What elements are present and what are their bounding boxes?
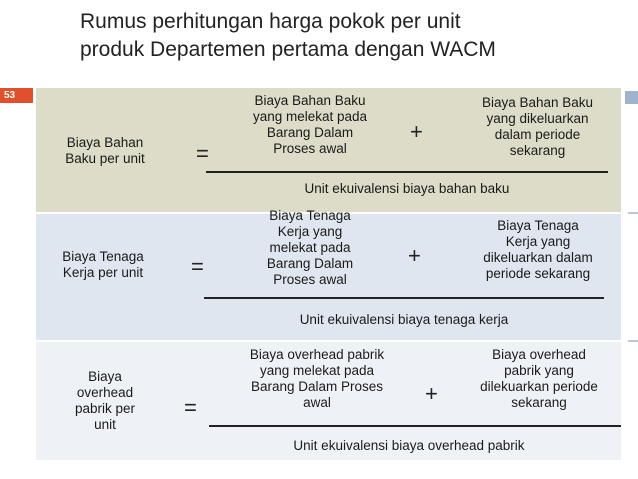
numerator-current: Biaya Tenaga Kerja yang dikeluarkan dalam periode sekarang bbox=[483, 218, 593, 281]
slide-title-line-2: produk Departemen pertama dengan WACM bbox=[80, 38, 496, 61]
plus-sign: + bbox=[408, 243, 421, 268]
equals-sign: = bbox=[191, 254, 204, 279]
plus-sign: + bbox=[410, 119, 423, 144]
fraction-bar bbox=[204, 297, 604, 299]
denominator: Unit ekuivalensi biaya overhead pabrik bbox=[293, 438, 525, 453]
decorative-divider bbox=[628, 340, 638, 342]
equals-sign: = bbox=[196, 141, 209, 166]
slide-title-line-1: Rumus perhitungan harga pokok per unit bbox=[80, 10, 461, 33]
formula-left-label: Biaya Tenaga Kerja per unit bbox=[62, 249, 144, 280]
fraction-bar bbox=[209, 425, 621, 427]
numerator-initial: Biaya Bahan Baku yang melekat pada Barang Dalam Proses awal bbox=[252, 93, 368, 156]
decorative-square bbox=[625, 91, 638, 104]
equals-sign: = bbox=[184, 395, 197, 420]
formula-left-label: Biaya overhead pabrik per unit bbox=[74, 369, 136, 432]
numerator-current: Biaya overhead pabrik yang dilekuarkan periode sekarang bbox=[480, 347, 598, 410]
numerator-initial: Biaya overhead pabrik yang melekat pada Barang Dalam Proses awal bbox=[249, 347, 385, 410]
denominator: Unit ekuivalensi biaya tenaga kerja bbox=[299, 312, 509, 327]
denominator: Unit ekuivalensi biaya bahan baku bbox=[304, 181, 510, 196]
page-number-badge: 53 bbox=[0, 88, 33, 103]
decorative-divider bbox=[628, 212, 638, 214]
formula-left-label: Biaya Bahan Baku per unit bbox=[65, 135, 145, 166]
slide-title bbox=[80, 8, 600, 64]
numerator-current: Biaya Bahan Baku yang dikeluarkan dalam periode sekarang bbox=[481, 95, 594, 158]
plus-sign: + bbox=[425, 381, 438, 406]
numerator-initial: Biaya Tenaga Kerja yang melekat pada Barang Dalam Proses awal bbox=[266, 208, 354, 287]
fraction-bar bbox=[206, 171, 608, 173]
